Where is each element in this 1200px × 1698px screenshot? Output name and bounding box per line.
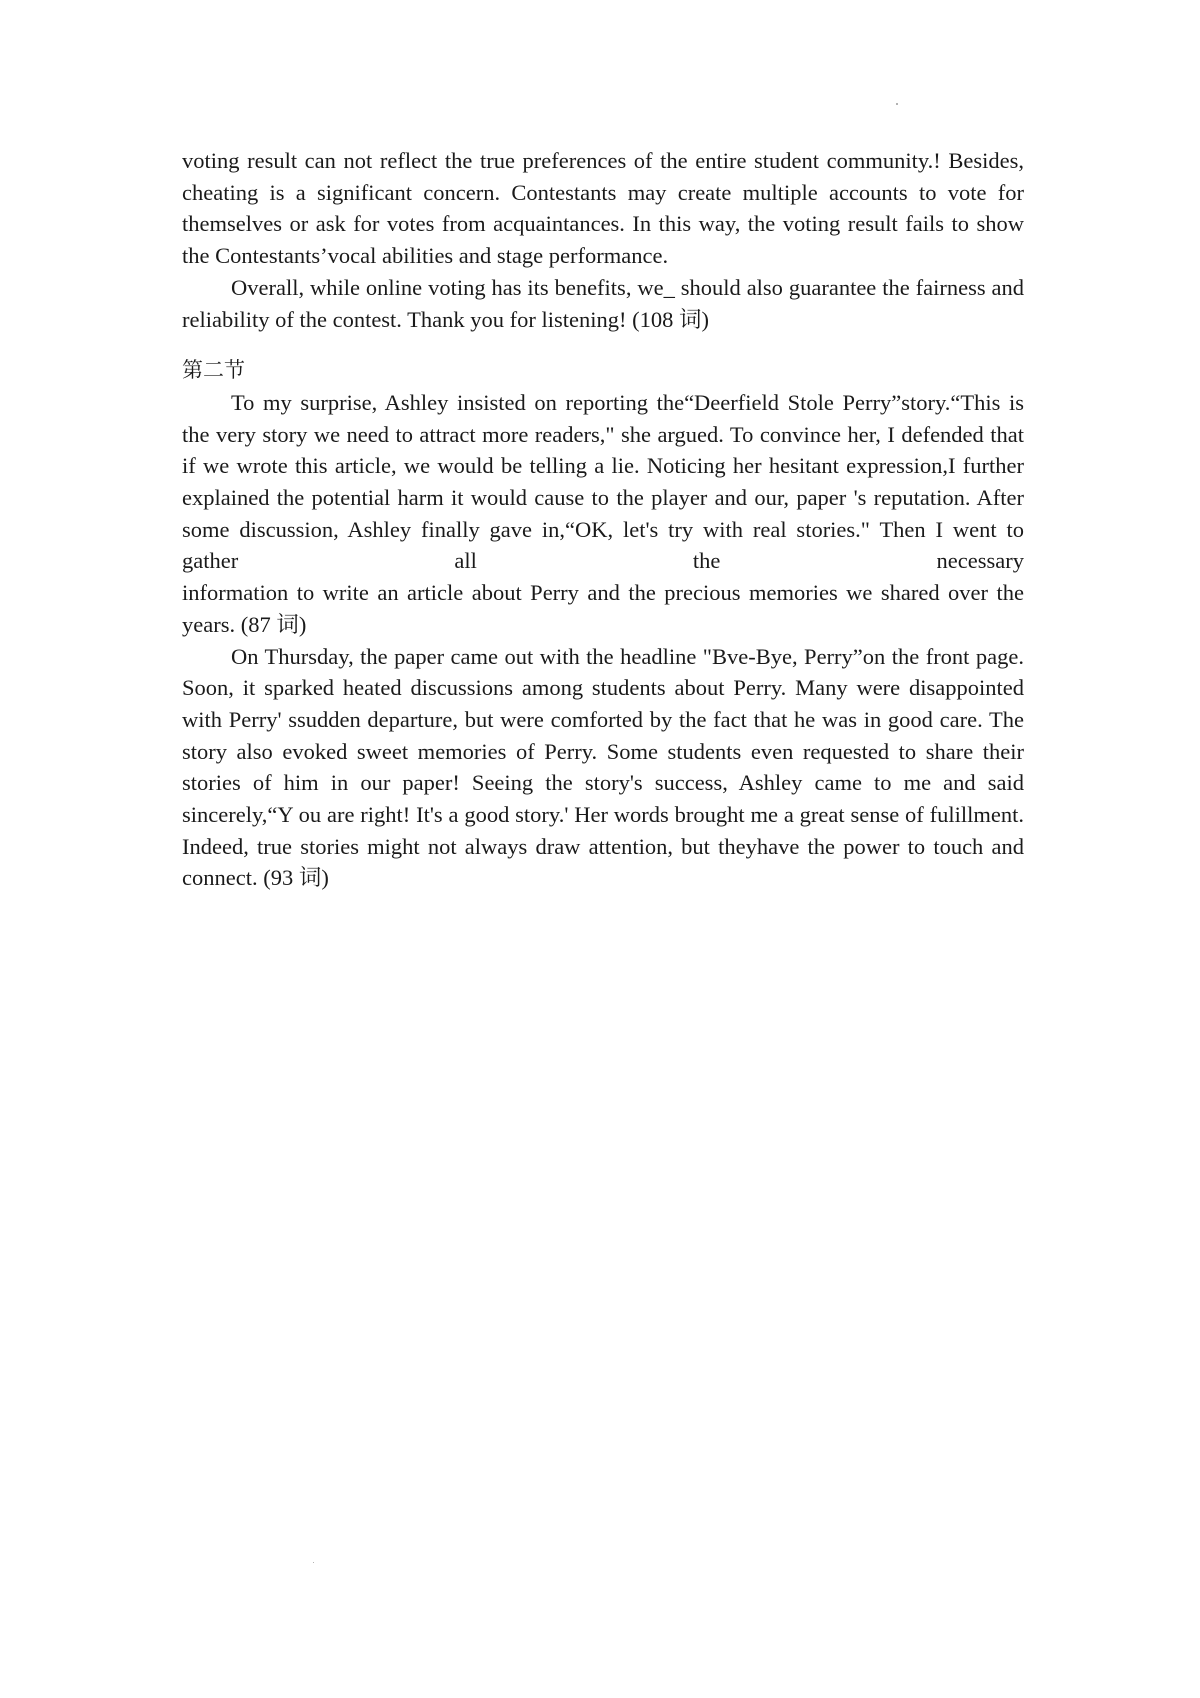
section-heading: 第二节 — [182, 358, 245, 383]
scan-speck — [313, 1562, 314, 1563]
paragraph-thursday-headline: On Thursday, the paper came out with the headline "Bve-Bye, Perry”on the front page. Soon, it sparked heated discussions among students about Perry. Many were disappointed with Perry' ssudden departure, but were comforted by the fact that he was in good care. The story also evoked sweet memories of Perry. Some students even requested to share their stories of him in our paper! Seeing the story's success, Ashley came to me and said sincerely,“Y ou are right! It's a good story.' Her words brought me a great sense of fulillment. Indeed, true stories might not always draw attention, but theyhave the power to touch and connect. (93 词) — [182, 643, 1024, 891]
paragraph-ashley-discussion: To my surprise, Ashley insisted on reporting the“Deerfield Stole Perry”story.“This is the very story we need to attract more readers," she argued. To convince her, I defended that if we wrote this article, we would be telling a lie. Noticing her hesitant expression,I further explained the potential harm it would cause to the player and our, paper 's reputation. After some discussion, Ashley finally gave in,“OK, let's try with real stories." Then I went to gather all the necessary — [182, 389, 1024, 574]
paragraph-voting-concerns: voting result can not reflect the true preferences of the entire student community.! Besides, cheating is a significant concern. Contestants may create multiple accounts to vote for themselves or ask for votes from acquaintances. In this way, the voting result fails to show the Contestants’vocal abilities and stage performance. — [182, 148, 1024, 269]
scan-speck — [896, 103, 898, 105]
paragraph-ashley-discussion-continued: information to write an article about Perry and the precious memories we shared over the years. (87 词) — [182, 580, 1024, 637]
document-body — [182, 145, 1024, 894]
paragraph-overall-conclusion: Overall, while online voting has its benefits, we_ should also guarantee the fairness and reliability of the contest. Thank you for listening! (108 词) — [182, 274, 1024, 332]
